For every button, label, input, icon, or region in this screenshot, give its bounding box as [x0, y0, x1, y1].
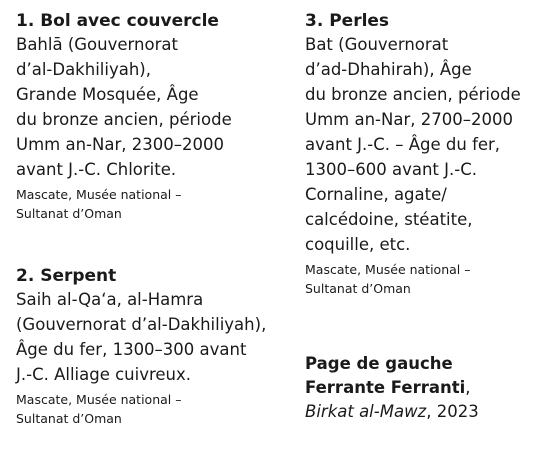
- entry-credit: [305, 260, 537, 298]
- entry-line: Saih al-Qa‘a, al-Hamra: [16, 290, 204, 309]
- entry-line: d’al-Dakhiliyah),: [16, 60, 151, 79]
- caption-artist: Ferrante Ferranti: [305, 378, 466, 397]
- credit-line: Mascate, Musée national –: [305, 262, 471, 277]
- left-column: [16, 10, 278, 428]
- entry-line: Cornaline, agate/: [305, 185, 447, 204]
- entry-description: [16, 32, 278, 182]
- caption-work-year: , 2023: [426, 402, 479, 421]
- entry-line: Umm an-Nar, 2300–2000: [16, 135, 224, 154]
- entry-line: J.-C. Alliage cuivreux.: [16, 365, 192, 384]
- right-column: [305, 10, 537, 424]
- credit-line: Mascate, Musée national –: [16, 392, 182, 407]
- entry-line: avant J.-C. Chlorite.: [16, 160, 177, 179]
- credit-line: Sultanat d’Oman: [305, 281, 411, 296]
- entry-title: 2. Serpent: [16, 266, 117, 286]
- entry-title: 1. Bol avec couvercle: [16, 11, 219, 31]
- entry-credit: [16, 390, 278, 428]
- entry-line: d’ad-Dhahirah), Âge: [305, 60, 472, 79]
- entry-line: Grande Mosquée, Âge: [16, 85, 199, 104]
- caption-work-title: Birkat al-Mawz: [305, 402, 427, 421]
- entry-line: calcédoine, stéatite,: [305, 210, 473, 229]
- entry-line: avant J.-C. – Âge du fer,: [305, 135, 501, 154]
- entry-title: 3. Perles: [305, 11, 390, 31]
- caption-artist-line: [305, 376, 537, 400]
- entry-bowl-with-lid: [16, 10, 278, 223]
- entry-beads: [305, 10, 537, 298]
- caption-artist-suffix: ,: [465, 378, 471, 397]
- entry-credit: [16, 185, 278, 223]
- entry-description: [305, 32, 537, 257]
- entry-line: 1300–600 avant J.-C.: [305, 160, 477, 179]
- credit-line: Sultanat d’Oman: [16, 206, 122, 221]
- caption-work-line: [305, 400, 537, 424]
- entry-line: (Gouvernorat d’al-Dakhiliyah),: [16, 315, 267, 334]
- credit-line: Mascate, Musée national –: [16, 187, 182, 202]
- entry-description: [16, 287, 278, 387]
- entry-line: Bahlā (Gouvernorat: [16, 35, 178, 54]
- photo-caption: [305, 352, 537, 424]
- entry-line: Umm an-Nar, 2700–2000: [305, 110, 513, 129]
- entry-line: du bronze ancien, période: [16, 110, 232, 129]
- entry-line: coquille, etc.: [305, 235, 411, 254]
- caption-heading: Page de gauche: [305, 354, 453, 373]
- entry-line: Bat (Gouvernorat: [305, 35, 449, 54]
- entry-line: du bronze ancien, période: [305, 85, 521, 104]
- entry-snake: [16, 265, 278, 428]
- credit-line: Sultanat d’Oman: [16, 411, 122, 426]
- entry-line: Âge du fer, 1300–300 avant: [16, 340, 247, 359]
